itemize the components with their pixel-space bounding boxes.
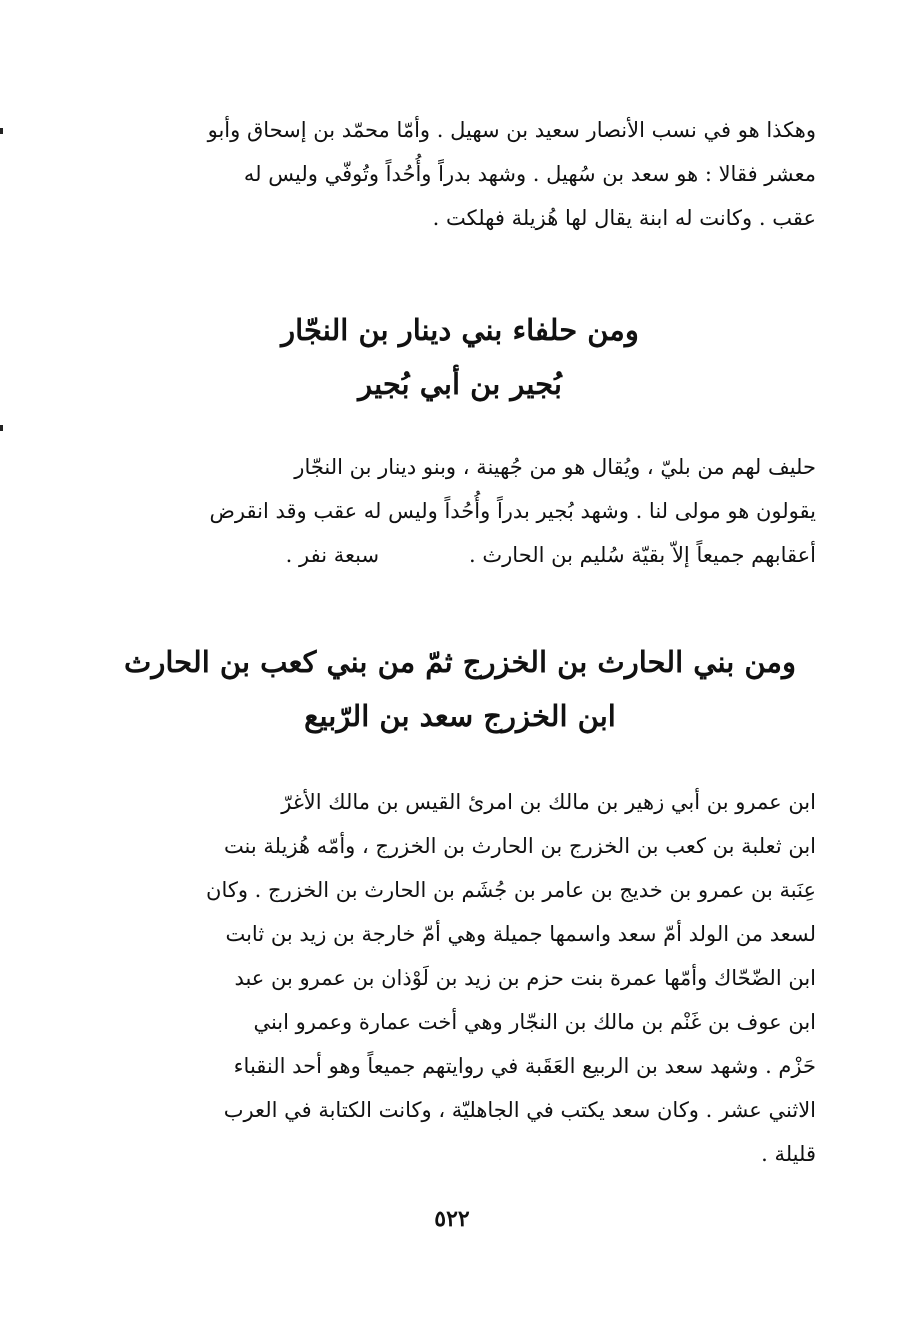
section-heading-line: ومن حلفاء بني دينار بن النجّار [281,313,639,347]
text-line: لسعد من الولد أمّ سعد واسمها جميلة وهي أمّ خارجة بن زيد بن ثابت [225,922,816,946]
text-line: وهكذا هو في نسب الأنصار سعيد بن سهيل . وأمّا محمّد بن إسحاق وأبو [207,118,816,142]
text-line: يقولون هو مولى لنا . وشهد بُجير بدراً وأُحُداً وليس له عقب وقد انقرض [209,499,816,523]
intro-paragraph [104,108,816,240]
text-line: ابن عوف بن غَنْم بن مالك بن النجّار وهي أخت عمارة وعمرو ابني [253,1010,816,1034]
text-line: حَزْم . وشهد سعد بن الربيع العَقَبة في روايتهم جميعاً وهو أحد النقباء [233,1054,816,1078]
text-line: ابن الضّحّاك وأمّها عمرة بنت حزم بن زيد بن لَوْذان بن عمرو بن عبد [234,966,816,990]
section-paragraph [104,780,816,1176]
section-heading-line: بُجير بن أبي بُجير [358,367,562,401]
section-heading-line: ومن بني الحارث بن الخزرج ثمّ من بني كعب بن الحارث [124,645,796,679]
page-edge-mark [0,425,3,431]
section-heading [104,635,816,743]
text-line: قليلة . [761,1142,816,1166]
text-line [104,533,816,577]
page-number: ٥٢٢ [434,1206,470,1232]
text-line: عقب . وكانت له ابنة يقال لها هُزيلة فهلكت . [432,206,816,230]
text-line: ابن عمرو بن أبي زهير بن مالك بن امرئ القيس بن مالك الأغرّ [281,790,816,814]
section-heading [104,303,816,411]
text-line: ابن ثعلبة بن كعب بن الخزرج بن الحارث بن الخزرج ، وأمّه هُزيلة بنت [223,834,816,858]
section-heading-line: ابن الخزرج سعد بن الرّبيع [304,699,616,733]
text-line-extra: سبعة نفر . [285,543,380,567]
text-line: حليف لهم من بليّ ، ويُقال هو من جُهينة ، وبنو دينار بن النجّار [294,455,816,479]
text-line: معشر فقالا : هو سعد بن سُهيل . وشهد بدراً وأُحُداً وتُوفّي وليس له [243,162,816,186]
page-edge-mark [0,128,3,134]
section-paragraph [104,445,816,577]
text-line: الاثني عشر . وكان سعد يكتب في الجاهليّة ، وكانت الكتابة في العرب [223,1098,816,1122]
text-line: عِنَبة بن عمرو بن خديج بن عامر بن جُشَم بن الحارث بن الخزرج . وكان [206,878,816,902]
text-line-main: أعقابهم جميعاً إلاّ بقيّة سُليم بن الحارث . [469,543,816,567]
